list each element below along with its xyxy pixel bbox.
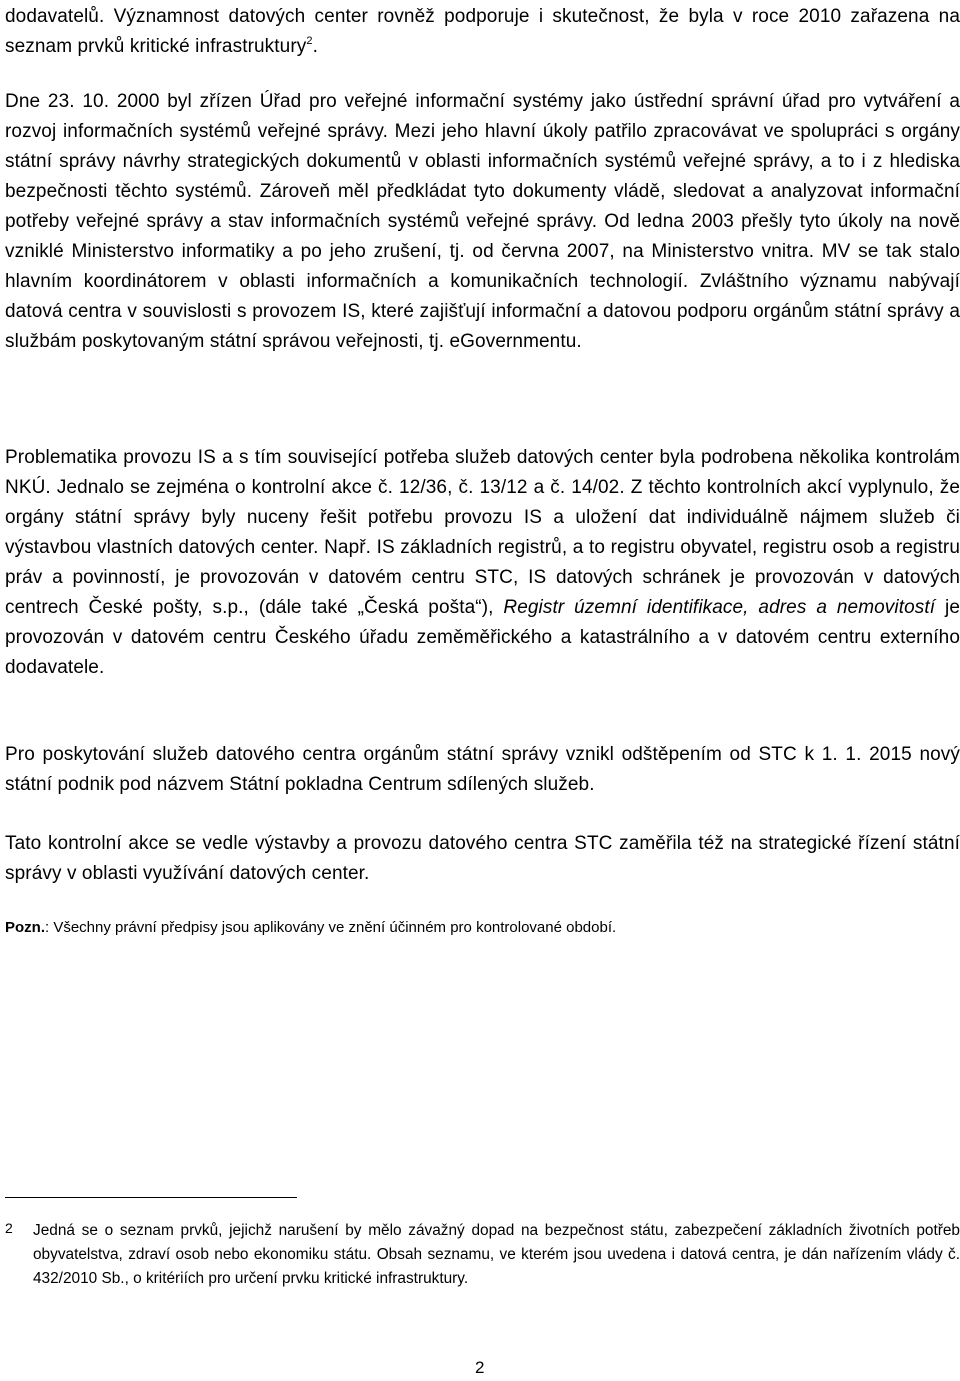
note-text: : Všechny právní předpisy jsou aplikovány ve znění účinném pro kontrolované období. [45, 919, 617, 936]
page-number: 2 [475, 1358, 485, 1377]
footnote-separator [5, 1197, 297, 1198]
registry-name-italic: Registr územní identifikace, adres a nemovitostí [503, 597, 936, 618]
document-page [5, 0, 960, 1381]
paragraph-intro-text: dodavatelů. Významnost datových center rovněž podporuje i skutečnost, že byla v roce 2010 zařazena na seznam prvků kritické infrastruktury [5, 6, 960, 57]
footnote-reference[interactable]: 2 [306, 35, 313, 47]
footnote-text: Jedná se o seznam prvků, jejichž narušení by mělo závažný dopad na bezpečnost státu, zabezpečení základních životních potřeb obyvatelstva, zdraví osob nebo ekonomiku státu. Obsah seznamu, ve kterém jsou uvedena i datová centra, je dán nařízením vlády č. 432/2010 Sb., o kritériích pro určení prvku kritické infrastruktury. [33, 1222, 960, 1287]
paragraph-nku-audits [5, 443, 960, 683]
paragraph-nku-audits-text: Problematika provozu IS a s tím související potřeba služeb datových center byla podrobena několika kontrolám NKÚ. Jednalo se zejména o kontrolní akce č. 12/36, č. 13/12 a č. 14/02. Z těchto kontrolních akcí vyplynulo, že orgány státní správy byly nuceny řešit potřebu provozu IS a uložení dat individuálně nájmem služeb či výstavbou vlastních datových center. Např. IS základních registrů, a to registru obyvatel, registru osob a registru práv a povinností, je provozován v datovém centru STC, IS datových schránek je provozován v datových centrech České pošty, s.p., (dále také „Česká pošta“), [5, 447, 960, 618]
legal-note [5, 918, 616, 938]
paragraph-new-enterprise: Pro poskytování služeb datového centra orgánům státní správy vznikl odštěpením od STC k 1. 1. 2015 nový státní podnik pod názvem Státní pokladna Centrum sdílených služeb. [5, 744, 960, 795]
paragraph-intro-end: . [312, 36, 318, 57]
note-label: Pozn. [5, 919, 45, 936]
footnote-number: 2 [5, 1220, 13, 1236]
paragraph-office-history: Dne 23. 10. 2000 byl zřízen Úřad pro veřejné informační systémy jako ústřední správní úřad pro vytváření a rozvoj informačních systémů veřejné správy. Mezi jeho hlavní úkoly patřilo zpracovávat ve spolupráci s orgány státní správy návrhy strategických dokumentů v oblasti informačních systémů veřejné správy, a to i z hlediska bezpečnosti těchto systémů. Zároveň měl předkládat tyto dokumenty vládě, sledovat a analyzovat informační potřeby veřejné správy a stav informačních systémů veřejné správy. Od ledna 2003 přešly tyto úkoly na nově vzniklé Ministerstvo informatiky a po jeho zrušení, tj. od června 2007, na Ministerstvo vnitra. MV se tak stalo hlavním koordinátorem v oblasti informačních a komunikačních technologií. Zvláštního významu nabývají datová centra v souvislosti s provozem IS, které zajišťují informační a datovou podporu orgánům státní správy a službám poskytovaným státní správou veřejnosti, tj. eGovernmentu. [5, 91, 960, 352]
paragraph-intro-continued [5, 2, 960, 62]
paragraph-nku-audits-end: je provozován v datovém centru Českého úřadu zeměměřického a katastrálního a v datovém centru externího dodavatele. [5, 597, 960, 678]
paragraph-audit-focus: Tato kontrolní akce se vedle výstavby a provozu datového centra STC zaměřila též na strategické řízení státní správy v oblasti využívání datových center. [5, 833, 960, 884]
